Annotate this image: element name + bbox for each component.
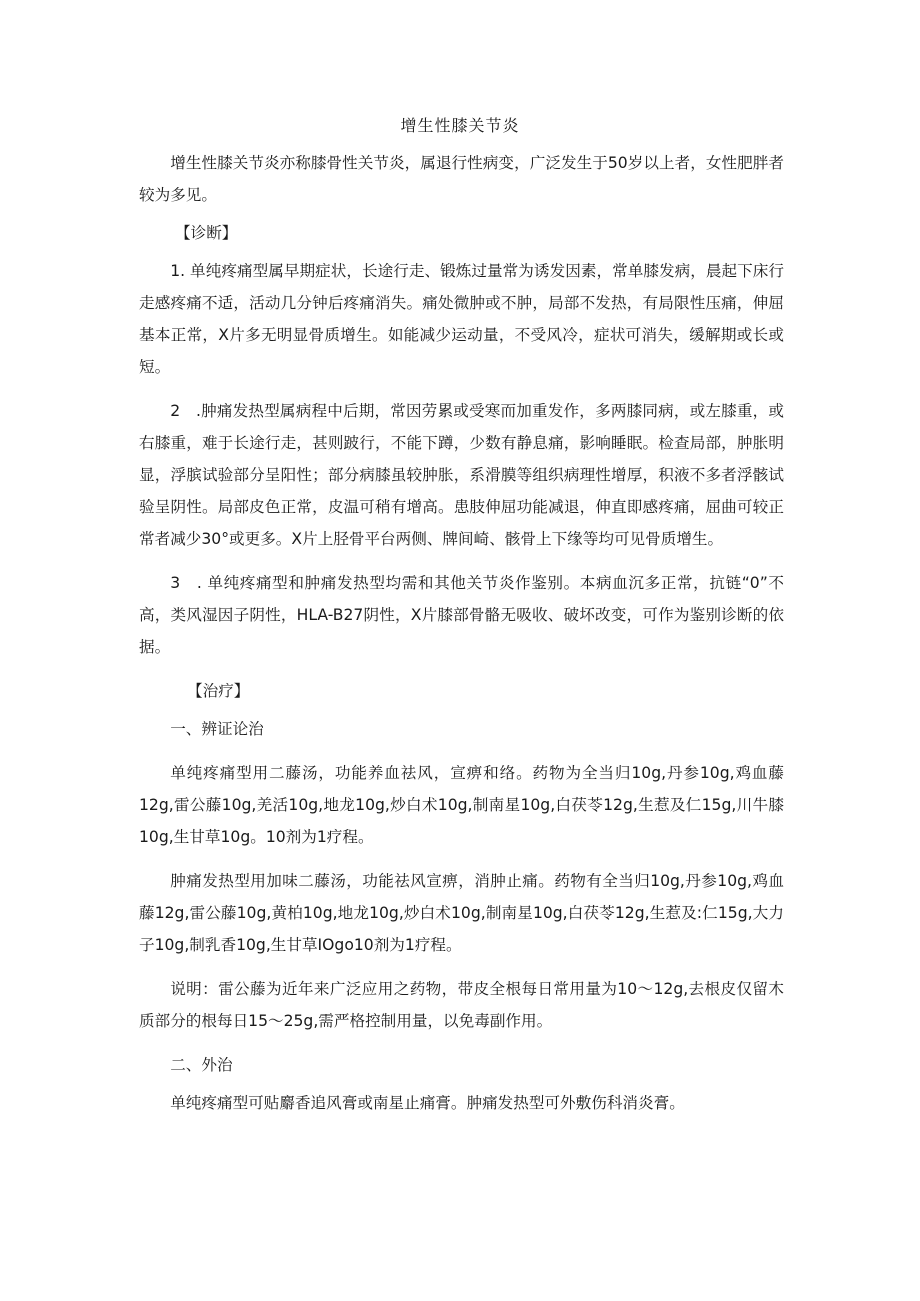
treatment-paragraph-2: 肿痛发热型用加味二藤汤，功能祛风宣痹，消肿止痛。药物有全当归10g,丹参10g,鸡血藤12g,雷公藤10g,黄柏10g,地龙10g,炒白术10g,制南星10g,白茯苓12g,生惹及:仁15g,大力子10g,制乳香10g,生甘草IOgo10剂为1疗程。 (139, 872, 784, 954)
section-heading-2: 二、外治 (170, 1056, 233, 1074)
external-treatment-paragraph: 单纯疼痛型可贴麝香追风膏或南星止痛膏。肿痛发热型可外敷伤科消炎膏。 (170, 1094, 685, 1112)
diagnosis-paragraph-2: 2 .肿痛发热型属病程中后期，常因劳累或受寒而加重发作，多两膝同病，或左膝重，或右膝重，难于长途行走，甚则跛行，不能下蹲，少数有静息痛，影响睡眠。检查局部，肿胀明显，浮膑试验部分呈阳性；部分病膝虽较肿胀，系滑膜等组织病理性增厚，积液不多者浮骸试验呈阴性。局部皮色正常，皮温可稍有增高。患肢伸屈功能减退，伸直即感疼痛，屈曲可较正常者减少30°或更多。X片上胫骨平台两侧、牌间崎、骸骨上下缘等均可见骨质增生。 (139, 402, 784, 548)
document-title: 增生性膝关节炎 (400, 116, 520, 135)
diagnosis-heading: 【诊断】 (175, 224, 238, 242)
document-body (139, 147, 784, 1119)
intro-paragraph: 增生性膝关节炎亦称膝骨性关节炎，属退行性病变，广泛发生于50岁以上者，女性肥胖者较为多见。 (139, 154, 784, 204)
note-paragraph: 说明：雷公藤为近年来广泛应用之药物，带皮全根每日常用量为10～12g,去根皮仅留木质部分的根每日15～25g,需严格控制用量，以免毒副作用。 (139, 980, 784, 1030)
treatment-paragraph-1: 单纯疼痛型用二藤汤，功能养血祛风，宣痹和络。药物为全当归10g,丹参10g,鸡血藤12g,雷公藤10g,羌活10g,地龙10g,炒白术10g,制南星10g,白茯苓12g,生惹及仁15g,川牛膝10g,生甘草10g。10剂为1疗程。 (139, 764, 784, 846)
treatment-heading: 【治疗】 (187, 682, 250, 700)
section-heading-1: 一、辨证论治 (170, 720, 264, 738)
diagnosis-paragraph-1: 1. 单纯疼痛型属早期症状，长途行走、锻炼过量常为诱发因素，常单膝发病，晨起下床行走感疼痛不适，活动几分钟后疼痛消失。痛处微肿或不肿，局部不发热，有局限性压痛，伸屈基本正常，X片多无明显骨质增生。如能减少运动量，不受风冷，症状可消失，缓解期或长或短。 (139, 262, 784, 376)
diagnosis-paragraph-3: 3 . 单纯疼痛型和肿痛发热型均需和其他关节炎作鉴别。本病血沉多正常，抗链“0”不高，类风湿因子阴性，HLA-B27阴性，X片膝部骨骼无吸收、破坏改变，可作为鉴别诊断的依据。 (139, 574, 784, 656)
